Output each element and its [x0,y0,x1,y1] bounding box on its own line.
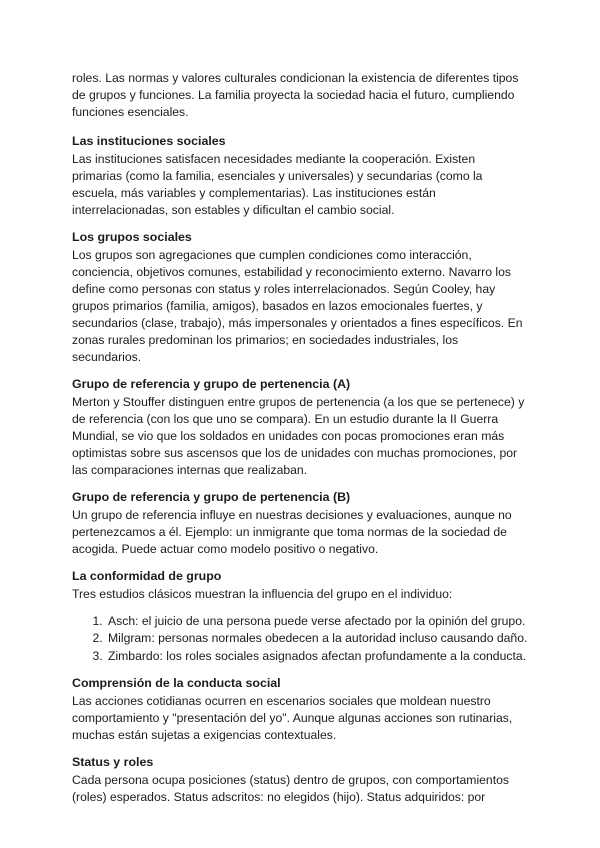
section-referencia-a [72,376,528,479]
section-heading: Los grupos sociales [72,230,192,244]
section-grupos-sociales [72,229,528,366]
intro-paragraph: roles. Las normas y valores culturales condicionan la existencia de diferentes tipos de grupos y funciones. La familia proyecta la sociedad hacia el futuro, cumpliendo funciones esenciales. [72,71,519,119]
section-status-roles [72,754,528,806]
section-heading: Las instituciones sociales [72,134,226,148]
list-item: 1. Asch: el juicio de una persona puede verse afectado por la opinión del grupo. [106,613,528,630]
section-heading: Grupo de referencia y grupo de pertenencia (B) [72,490,351,504]
section-conducta-social [72,675,528,744]
section-heading: Comprensión de la conducta social [72,676,281,691]
section-conformidad [72,568,528,665]
section-body: Las instituciones satisfacen necesidades mediante la cooperación. Existen primarias (como la familia, esenciales y universales) y secundarias (como la escuela, más variables y complementarias). Las instituciones están interrelacionadas, son estables y dificultan el cambio social. [72,152,483,217]
section-instituciones [72,133,528,219]
section-referencia-b [72,489,528,558]
section-body: Tres estudios clásicos muestran la influencia del grupo en el individuo: [72,587,453,601]
section-body: Las acciones cotidianas ocurren en escenarios sociales que moldean nuestro comportamiento y "presentación del yo". Aunque algunas acciones son rutinarias, muchas están sujetas a exigencias contextuales. [72,694,513,743]
section-body: Cada persona ocupa posiciones (status) dentro de grupos, con comportamientos (roles) esperados. Status adscritos: no elegidos (hijo). Status adquiridos: por [72,773,509,805]
section-heading: Status y roles [72,755,154,770]
section-heading: La conformidad de grupo [72,569,222,583]
studies-list [72,613,528,665]
list-item: 2. Milgram: personas normales obedecen a la autoridad incluso causando daño. [106,630,528,647]
section-body: Merton y Stouffer distinguen entre grupos de pertenencia (a los que se pertenece) y de referencia (con los que uno se compara). En un estudio durante la II Guerra Mundial, se vio que los soldados en unidades con pocas promociones eran más optimistas sobre sus ascensos que los de unidades con muchas promociones, por las comparaciones internas que realizaban. [72,395,525,477]
section-heading: Grupo de referencia y grupo de pertenencia (A) [72,377,351,391]
section-body: Los grupos son agregaciones que cumplen condiciones como interacción, conciencia, objetivos comunes, estabilidad y reconocimiento externo. Navarro los define como personas con status y roles interrelacionados. Según Cooley, hay grupos primarios (familia, amigos), basados en lazos emocionales fuertes, y secundarios (clase, trabajo), más impersonales y orientados a fines específicos. En zonas rurales predominan los primarios; en sociedades industriales, los secundarios. [72,248,523,364]
list-item: 3. Zimbardo: los roles sociales asignados afectan profundamente a la conducta. [106,648,528,665]
section-body: Un grupo de referencia influye en nuestras decisiones y evaluaciones, aunque no pertenezcamos a él. Ejemplo: un inmigrante que toma normas de la sociedad de acogida. Puede actuar como modelo positivo o negativo. [72,508,512,556]
